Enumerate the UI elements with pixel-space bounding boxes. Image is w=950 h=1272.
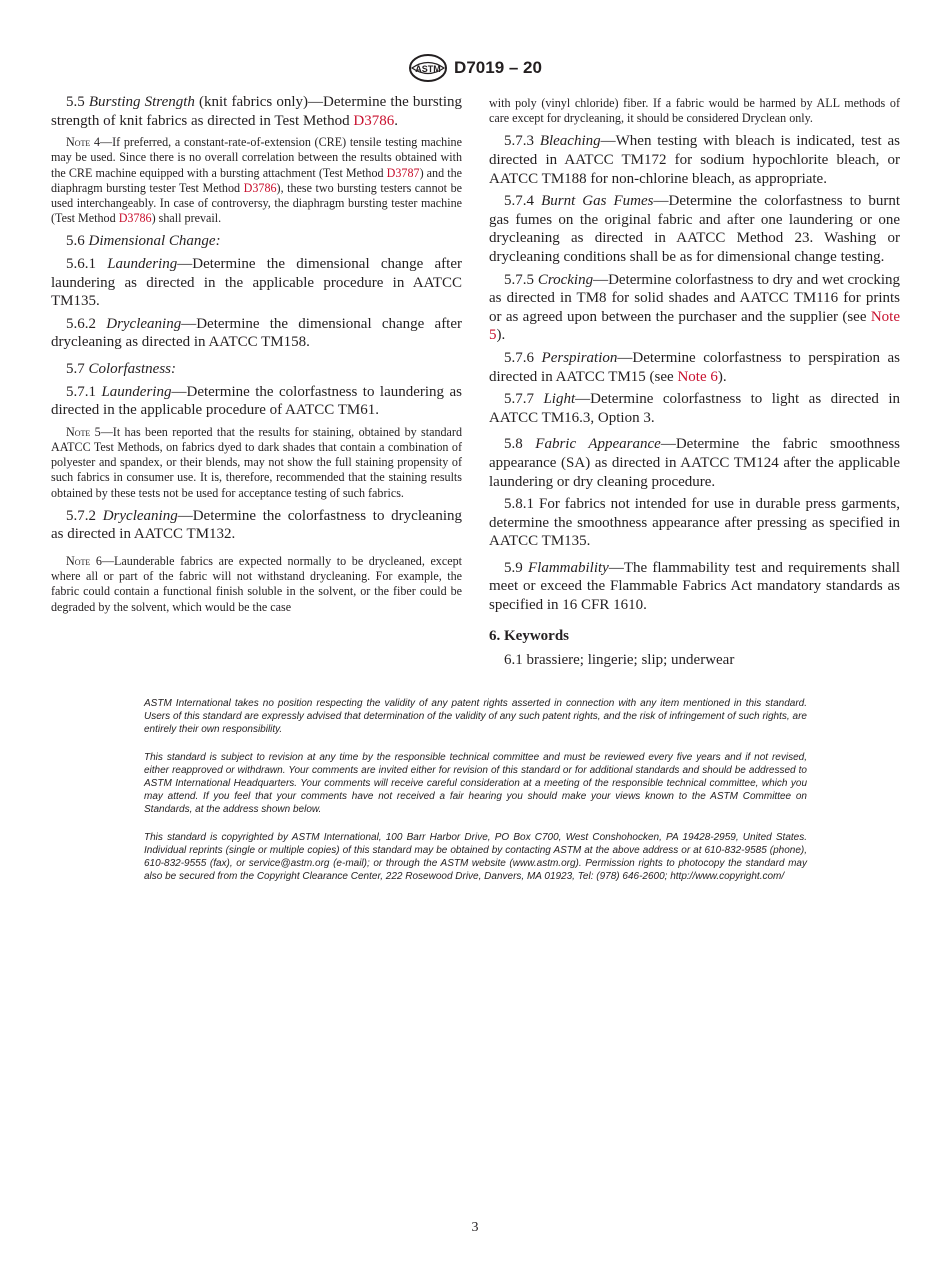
right-column	[489, 93, 900, 674]
section-5-7-2: 5.7.2 Drycleaning—Determine the colorfastness to drycleaning as directed in AATCC TM132.	[51, 507, 462, 543]
link-d3786-note-2[interactable]: D3786	[118, 211, 152, 226]
section-5-8: 5.8 Fabric Appearance—Determine the fabric smoothness appearance (SA) as directed in AATCC TM124 after the applicable laundering or dry cleaning procedure.	[489, 436, 901, 490]
note-4: Note 4—If preferred, a constant-rate-of-extension (CRE) tensile testing machine may be used. Since there is no overall correlation between the results obtained with the CRE machine equipped with a bursting attachment (Test Method D3787) and the diaphragm bursting tester Test Method D3786), these two bursting testers cannot be used interchangeably. In case of controversy, the diaphragm bursting tester machine (Test Method D3786) shall prevail.	[51, 135, 462, 226]
footer-revision-paragraph: This standard is subject to revision at any time by the responsible technical committee and must be reviewed every five years and if not revised, either reapproved or withdrawn. Your comments are invited either for revision of this standard or for additional standards and should be addressed to ASTM International Headquarters. Your comments will receive careful consideration at a meeting of the responsible technical committee, which you may attend. If you feel that your comments have not received a fair hearing you should make your views known to the ASTM Committee on Standards, at the address shown below.	[144, 751, 807, 816]
astm-logo-icon	[408, 53, 448, 83]
note-5: Note 5—It has been reported that the results for staining, obtained by standard AATCC Test Methods, on fabrics dyed to dark shades that contain a combination of polyester and spandex, or their blends, may not show the full staining propensity of such fabrics in consumer use. It is, therefore, recommended that the staining results obtained by these tests not be used for acceptance testing of such fabrics.	[51, 424, 462, 500]
legal-footer	[144, 697, 807, 897]
section-5-7-1: 5.7.1 Laundering—Determine the colorfastness to laundering as directed in the applicable procedure of AATCC TM61.	[51, 383, 463, 419]
left-column	[51, 93, 462, 621]
section-5-7-5: 5.7.5 Crocking—Determine colorfastness to dry and wet crocking as directed in TM8 for solid shades and AATCC TM116 for prints or as agreed upon between the purchaser and the supplier (see Note 5).	[489, 271, 901, 344]
section-5-7-4: 5.7.4 Burnt Gas Fumes—Determine the colorfastness to burnt gas fumes on the original fabric and after one laundering or one drycleaning as directed in AATCC Method 23. Washing or drycleaning conditions shall be as for dimensional change testing.	[489, 193, 901, 265]
footer-copyright-paragraph: This standard is copyrighted by ASTM International, 100 Barr Harbor Drive, PO Box C700, West Conshohocken, PA 19428-2959, United States. Individual reprints (single or multiple copies) of this standard may be obtained by contacting ASTM at the above address or at 610-832-9585 (phone), 610-832-9555 (fax), or service@astm.org (e-mail); or through the ASTM website (www.astm.org). Permission rights to photocopy the standard may also be secured from the Copyright Clearance Center, 222 Rosewood Drive, Danvers, MA 01923, Tel: (978) 646-2600; http://www.copyright.com/	[144, 831, 807, 883]
section-5-7-6: 5.7.6 Perspiration—Determine colorfastness to perspiration as directed in AATCC TM15 (see Note 6).	[489, 349, 900, 385]
section-5-7: 5.7 Colorfastness:	[66, 360, 177, 377]
section-5-5: 5.5 Bursting Strength (knit fabrics only)—Determine the bursting strength of knit fabrics as directed in Test Method D3786.	[51, 94, 463, 129]
section-5-6: 5.6 Dimensional Change:	[66, 233, 221, 250]
note-6: Note 6—Launderable fabrics are expected normally to be drycleaned, except where all or part of the fabric will not withstand drycleaning. For example, the fabric could contain a functional finish soluble in the solvent, or the fiber could be degraded by the solvent, which would be the case	[51, 553, 462, 614]
section-5-6-2: 5.6.2 Drycleaning—Determine the dimensional change after drycleaning as directed in AATCC TM158.	[51, 315, 463, 351]
link-note-5[interactable]: Note 5	[489, 308, 901, 344]
section-5-7-7: 5.7.7 Light—Determine colorfastness to light as directed in AATCC TM16.3, Option 3.	[489, 391, 900, 426]
svg-text:ASTM: ASTM	[415, 64, 441, 74]
footer-patent-paragraph: ASTM International takes no position respecting the validity of any patent rights asserted in connection with any item mentioned in this standard. Users of this standard are expressly advised that determination of the validity of any such patent rights, and the risk of infringement of such rights, are entirely their own responsibility.	[144, 698, 807, 736]
section-5-6-1: 5.6.1 Laundering—Determine the dimensional change after laundering as directed in the applicable procedure in AATCC TM135.	[51, 256, 462, 310]
page-number: 3	[471, 1220, 479, 1235]
note-6-continued: with poly (vinyl chloride) fiber. If a fabric would be harmed by ALL methods of care except for drycleaning, it should be considered Dryclean only.	[489, 96, 900, 126]
link-d3786[interactable]: D3786	[353, 112, 395, 129]
section-6-1: 6.1 brassiere; lingerie; slip; underwear	[504, 652, 735, 669]
link-note-6[interactable]: Note 6	[677, 368, 718, 385]
section-5-9: 5.9 Flammability—The flammability test and requirements shall meet or exceed the Flammable Fabrics Act mandatory standards as specified in 16 CFR 1610.	[489, 559, 900, 614]
link-d3786-note[interactable]: D3786	[243, 180, 277, 195]
page-header	[0, 52, 950, 84]
section-5-7-3: 5.7.3 Bleaching—When testing with bleach is indicated, test as directed in AATCC TM172 for sodium hypochlorite bleach, or AATCC TM188 for non-chlorine bleach, as appropriate.	[489, 133, 900, 187]
standard-designation: D7019 – 20	[454, 58, 542, 77]
section-6-heading: 6. Keywords	[489, 627, 569, 644]
link-d3787[interactable]: D3787	[386, 165, 420, 180]
section-5-8-1: 5.8.1 For fabrics not intended for use in durable press garments, determine the smoothness appearance after pressing as specified in AATCC TM135.	[489, 496, 900, 550]
